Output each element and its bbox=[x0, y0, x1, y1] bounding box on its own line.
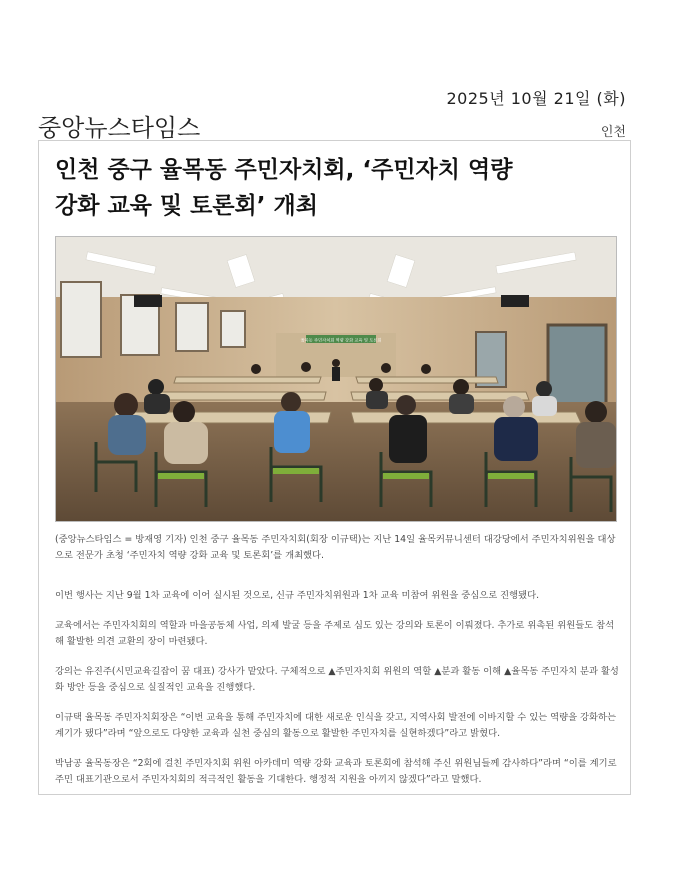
article-paragraph-4: 이규택 율목동 주민자치회장은 “이번 교육을 통해 주민자치에 대한 새로운 인식을 갖고, 지역사회 발전에 이바지할 수 있는 역량을 강화하는 계기가 됐다”라며 “앞으로도 다양한 교육과 실천 중심의 활동으로 활발한 주민자치를 실현하겠다”라고 밝혔다. bbox=[55, 712, 616, 739]
article-paragraph-1: 이번 행사는 지난 9월 1차 교육에 이어 실시된 것으로, 신규 주민자치위원과 1차 교육 미참여 위원을 중심으로 진행됐다. bbox=[55, 590, 540, 601]
seminar-photo-illustration bbox=[56, 237, 616, 521]
article-paragraph-3: 강의는 유진주(시민교육길잡이 꿈 대표) 강사가 맡았다. 구체적으로 ▲주민자치회 위원의 역할 ▲분과 활동 이해 ▲율목동 주민자치 분과 활성화 방안 등을 중심으로 실질적인 교육을 진행했다. bbox=[55, 666, 619, 693]
region-label: 인천 bbox=[600, 125, 626, 140]
publication-date: 2025년 10월 21일 (화) bbox=[446, 89, 626, 108]
newspaper-name: 중앙뉴스타임스 bbox=[38, 114, 201, 142]
headline-line-1: 인천 중구 율목동 주민자치회, ‘주민자치 역량 bbox=[55, 157, 513, 183]
article-body bbox=[55, 532, 623, 802]
headline-line-2: 강화 교육 및 토론회’ 개최 bbox=[55, 193, 318, 219]
article-paragraph-5: 박남공 율목동장은 “2회에 걸친 주민자치회 위원 아카데미 역량 강화 교육과 토론회에 참석해 주신 위원님들께 감사하다”라며 “이를 계기로 주민 대표기관으로서 주민자치회의 적극적인 활동을 기대한다. 행정적 지원을 아끼지 않겠다”라고 말했다. bbox=[55, 758, 617, 785]
article-paragraph-2: 교육에서는 주민자치회의 역할과 마을공동체 사업, 의제 발굴 등을 주제로 심도 있는 강의와 토론이 이뤄졌다. 추가로 위촉된 위원들도 참석해 활발한 의견 교환의 장이 마련됐다. bbox=[55, 620, 615, 647]
photo-caption: (중앙뉴스타임스 = 방재영 기자) 인천 중구 율목동 주민자치회(회장 이규택)는 지난 14일 율목커뮤니센터 대강당에서 주민자치위원을 대상으로 전문가 초청 ‘주민자치 역량 강화 교육 및 토론회’를 개최했다. bbox=[55, 534, 616, 561]
article-photo bbox=[55, 236, 617, 522]
photo-banner-text: 율목동 주민자치회 역량 강화 교육 및 토론회 bbox=[300, 337, 382, 343]
article-headline bbox=[55, 152, 625, 224]
